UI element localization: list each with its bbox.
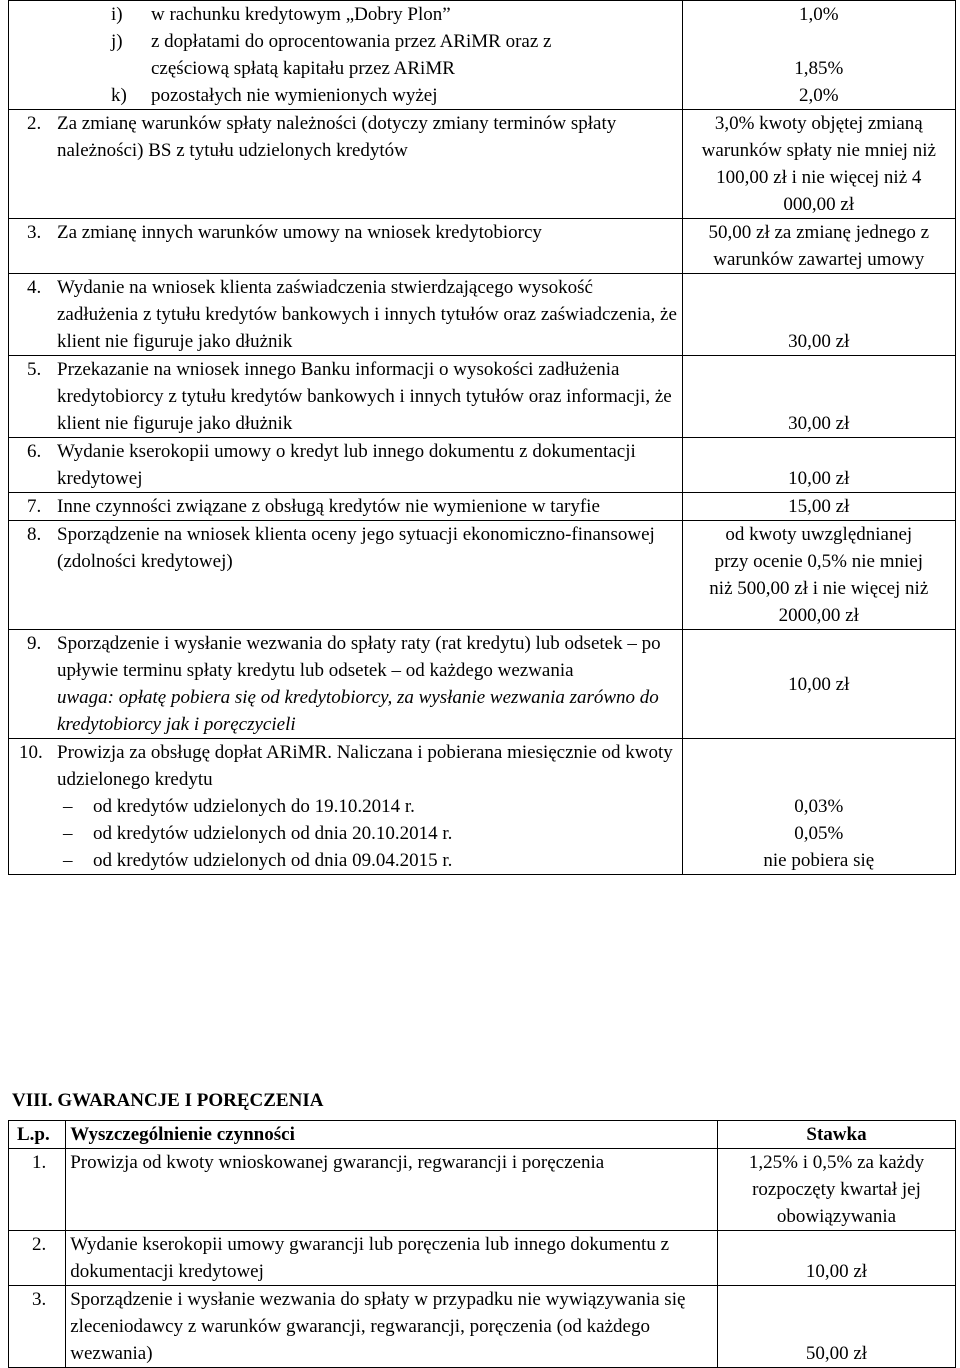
list-item: – od kredytów udzielonych od dnia 09.04.2015 r. [63, 850, 453, 871]
rate-value: 1,85% [794, 58, 844, 79]
list-item: k) pozostałych nie wymienionych wyżej [111, 85, 438, 106]
row-rate: od kwoty uwzględnianej przy ocenie 0,5% nie mniej niż 500,00 zł i nie więcej niż 2000,00 zł [682, 521, 955, 630]
row-description: Inne czynności związane z obsługą kredytów nie wymienione w taryfie [57, 496, 600, 517]
table-row [9, 1286, 956, 1368]
row-number: 6. [27, 441, 42, 462]
list-item: j) z dopłatami do oprocentowania przez ARiMR oraz z [111, 31, 552, 52]
row-rate: 3,0% kwoty objętej zmianą warunków spłaty nie mniej niż 100,00 zł i nie więcej niż 4 000,00 zł [682, 110, 955, 219]
column-header-rate: Stawka [717, 1121, 955, 1149]
row-rate: 30,00 zł [682, 274, 955, 356]
table-row [9, 356, 956, 438]
row-rate: 10,00 zł [682, 630, 955, 739]
row-description: Sporządzenie i wysłanie wezwania do spłaty w przypadku nie wywiązywania się zleceniodawcy z warunków gwarancji, regwarancji, poręczenia (od każdego wezwania) [66, 1286, 718, 1368]
table-header-row [9, 1121, 956, 1149]
row-note: uwaga: opłatę pobiera się od kredytobiorcy, za wysłanie wezwania zarówno do kredytobiorcy jak i poręczycieli [57, 687, 659, 735]
list-item: – od kredytów udzielonych od dnia 20.10.2014 r. [63, 823, 453, 844]
row-number: 3. [27, 222, 42, 243]
guarantees-table [8, 1120, 956, 1368]
table-row [9, 219, 956, 274]
row-number: 9. [27, 633, 42, 654]
section-title: VIII. GWARANCJE I PORĘCZENIA [12, 1090, 324, 1111]
row-number: 2. [27, 113, 42, 134]
row-number: 7. [27, 496, 42, 517]
column-header-lp: L.p. [9, 1121, 66, 1149]
rate-value [687, 28, 951, 55]
row-number: 1. [9, 1149, 66, 1231]
rate-value: nie pobiera się [763, 850, 875, 871]
row-description: Za zmianę innych warunków umowy na wniosek kredytobiorcy [57, 222, 542, 243]
row-rate: 50,00 zł za zmianę jednego z warunków zawartej umowy [682, 219, 955, 274]
row-description: Wydanie kserokopii umowy gwarancji lub poręczenia lub innego dokumentu z dokumentacji kredytowej [66, 1231, 718, 1286]
row-rate: 10,00 zł [717, 1231, 955, 1286]
row-description: Za zmianę warunków spłaty należności (dotyczy zmiany terminów spłaty należności) BS z tytułu udzielonych kredytów [57, 113, 617, 161]
table-row [9, 438, 956, 493]
table-row [9, 1149, 956, 1231]
table-row [9, 493, 956, 521]
column-header-desc: Wyszczególnienie czynności [66, 1121, 718, 1149]
row-number: 3. [9, 1286, 66, 1368]
row-description: Wydanie na wniosek klienta zaświadczenia stwierdzającego wysokość zadłużenia z tytułu kredytów bankowych i innych tytułów oraz zaświadczenia, że klient nie figuruje jako dłużnik [57, 277, 677, 352]
rate-value: 1,0% [799, 4, 839, 25]
row-number: 8. [27, 524, 42, 545]
list-item: częściową spłatą kapitału przez ARiMR [151, 58, 455, 79]
table-row [9, 521, 956, 630]
row-rate: 10,00 zł [682, 438, 955, 493]
row-description: Sporządzenie i wysłanie wezwania do spłaty raty (rat kredytu) lub odsetek – po upływie terminu spłaty kredytu lub odsetek – od każdego wezwania [57, 633, 661, 681]
table-row [9, 1, 956, 110]
list-item: i) w rachunku kredytowym „Dobry Plon” [111, 4, 451, 25]
table-row [9, 110, 956, 219]
rate-value: 0,05% [794, 823, 844, 844]
row-rate: 15,00 zł [682, 493, 955, 521]
row-description: Wydanie kserokopii umowy o kredyt lub innego dokumentu z dokumentacji kredytowej [57, 441, 636, 489]
row-rate: 30,00 zł [682, 356, 955, 438]
row-number: 5. [27, 359, 42, 380]
fees-table [8, 0, 956, 875]
row-rate: 1,25% i 0,5% za każdy rozpoczęty kwartał jej obowiązywania [717, 1149, 955, 1231]
table-row [9, 739, 956, 875]
row-number: 10. [19, 742, 43, 763]
rate-value: 2,0% [799, 85, 839, 106]
row-rate: 50,00 zł [717, 1286, 955, 1368]
row-description: Przekazanie na wniosek innego Banku informacji o wysokości zadłużenia kredytobiorcy z tytułu kredytów bankowych i innych tytułów oraz informacji, że klient nie figuruje jako dłużnik [57, 359, 672, 434]
row-number: 4. [27, 277, 42, 298]
row-description: Prowizja od kwoty wnioskowanej gwarancji, regwarancji i poręczenia [66, 1149, 718, 1231]
row-number: 2. [9, 1231, 66, 1286]
row-description: Sporządzenie na wniosek klienta oceny jego sytuacji ekonomiczno-finansowej (zdolności kredytowej) [57, 524, 655, 572]
table-row [9, 630, 956, 739]
rate-value: 0,03% [794, 796, 844, 817]
table-row [9, 1231, 956, 1286]
table-row [9, 274, 956, 356]
row-description: Prowizja za obsługę dopłat ARiMR. Naliczana i pobierana miesięcznie od kwoty udzielonego kredytu [57, 742, 673, 790]
list-item: – od kredytów udzielonych do 19.10.2014 r. [63, 796, 415, 817]
